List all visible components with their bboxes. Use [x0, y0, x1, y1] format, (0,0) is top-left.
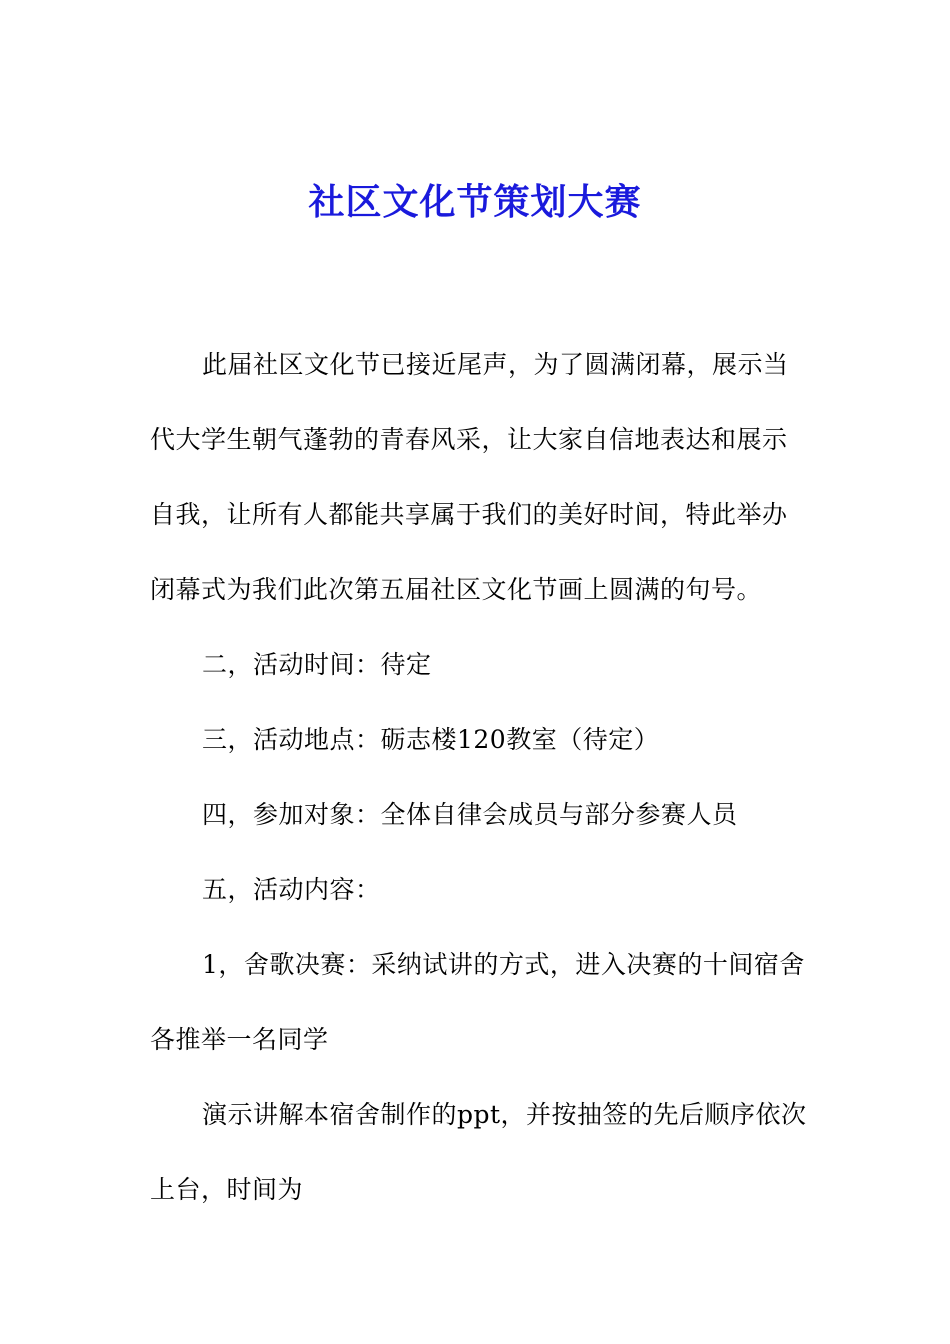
paragraph-time: 二，活动时间：待定 [202, 650, 432, 679]
paragraph-item-1: 1，舍歌决赛：采纳试讲的方式，进入决赛的十间宿舍各推举一名同学 [150, 950, 805, 1054]
document-body [150, 327, 810, 1227]
document-title: 社区文化节策划大赛 [308, 181, 642, 223]
paragraph-item-1-detail: 演示讲解本宿舍制作的ppt，并按抽签的先后顺序依次上台，时间为 [150, 1100, 807, 1204]
paragraph-content-heading: 五，活动内容： [202, 875, 381, 904]
paragraph-location: 三，活动地点：砺志楼120教室（待定） [202, 725, 660, 754]
paragraph-participants: 四，参加对象：全体自律会成员与部分参赛人员 [202, 800, 738, 829]
paragraph-intro: 此届社区文化节已接近尾声，为了圆满闭幕，展示当代大学生朝气蓬勃的青春风采，让大家自信地表达和展示自我，让所有人都能共享属于我们的美好时间，特此举办闭幕式为我们此次第五届社区文化节画上圆满的句号。 [150, 350, 789, 604]
